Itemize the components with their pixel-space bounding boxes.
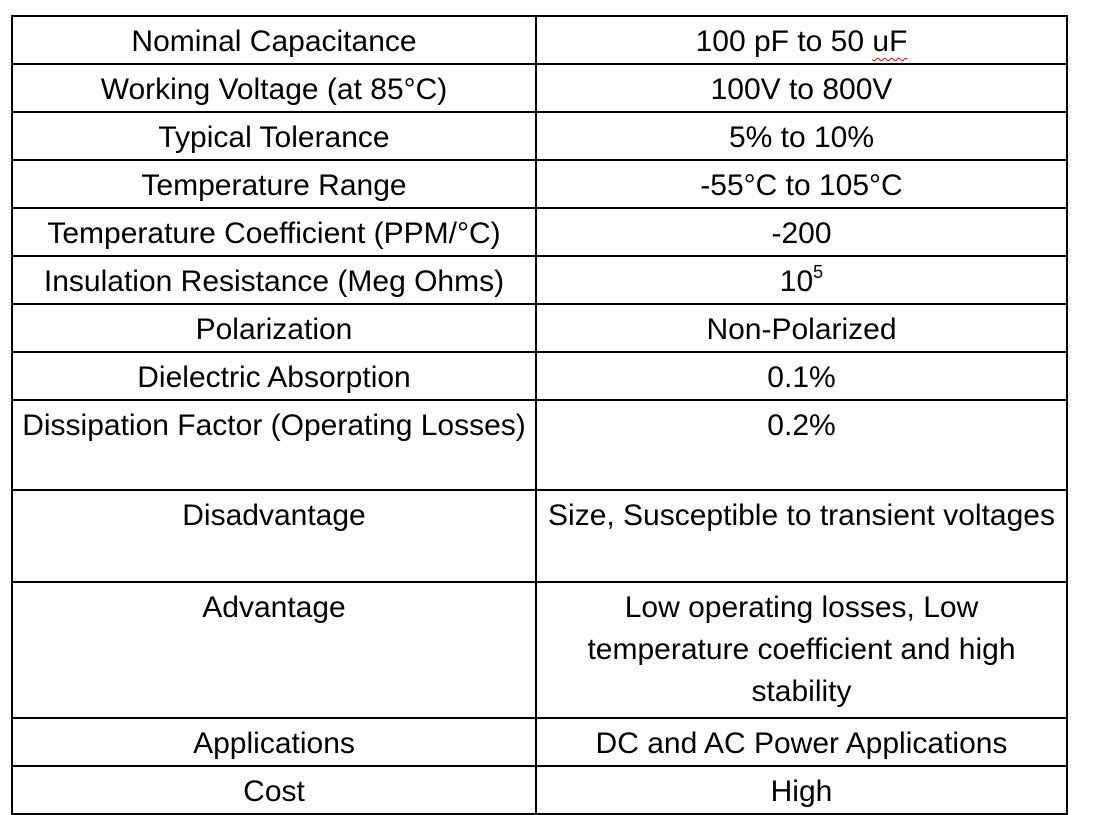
value-text: 100 pF to 50 <box>695 25 873 58</box>
value-base: 10 <box>779 265 814 298</box>
value-cell: High <box>536 766 1067 814</box>
property-cell: Typical Tolerance <box>12 112 536 160</box>
property-cell: Applications <box>12 718 536 766</box>
spellcheck-flagged-word[interactable]: uF <box>872 25 908 58</box>
table-row <box>12 208 1067 256</box>
table-row <box>12 112 1067 160</box>
property-cell: Disadvantage <box>12 490 536 582</box>
table-row <box>12 582 1067 718</box>
value-cell: Non-Polarized <box>536 304 1067 352</box>
value-cell: 0.2% <box>536 400 1067 490</box>
property-cell: Cost <box>12 766 536 814</box>
value-cell: Size, Susceptible to transient voltages <box>536 490 1067 582</box>
property-cell: Working Voltage (at 85°C) <box>12 64 536 112</box>
property-cell: Dissipation Factor (Operating Losses) <box>12 400 536 490</box>
property-cell: Temperature Coefficient (PPM/°C) <box>12 208 536 256</box>
value-cell: -200 <box>536 208 1067 256</box>
property-cell: Polarization <box>12 304 536 352</box>
table-row <box>12 256 1067 304</box>
table-row <box>12 766 1067 814</box>
value-cell: Low operating losses, Low temperature coefficient and high stability <box>536 582 1067 718</box>
value-cell <box>536 16 1067 64</box>
table-row <box>12 490 1067 582</box>
table-row <box>12 304 1067 352</box>
table-row <box>12 64 1067 112</box>
table-row <box>12 16 1067 64</box>
property-cell: Dielectric Absorption <box>12 352 536 400</box>
value-cell: DC and AC Power Applications <box>536 718 1067 766</box>
spec-table <box>11 15 1068 815</box>
value-cell: 0.1% <box>536 352 1067 400</box>
property-cell: Temperature Range <box>12 160 536 208</box>
value-cell: -55°C to 105°C <box>536 160 1067 208</box>
table-row <box>12 400 1067 490</box>
table-row <box>12 160 1067 208</box>
table-row <box>12 352 1067 400</box>
property-cell: Nominal Capacitance <box>12 16 536 64</box>
value-cell <box>536 256 1067 304</box>
property-cell: Advantage <box>12 582 536 718</box>
table-row <box>12 718 1067 766</box>
value-exponent: 5 <box>813 262 824 282</box>
value-cell: 5% to 10% <box>536 112 1067 160</box>
property-cell: Insulation Resistance (Meg Ohms) <box>12 256 536 304</box>
value-cell: 100V to 800V <box>536 64 1067 112</box>
